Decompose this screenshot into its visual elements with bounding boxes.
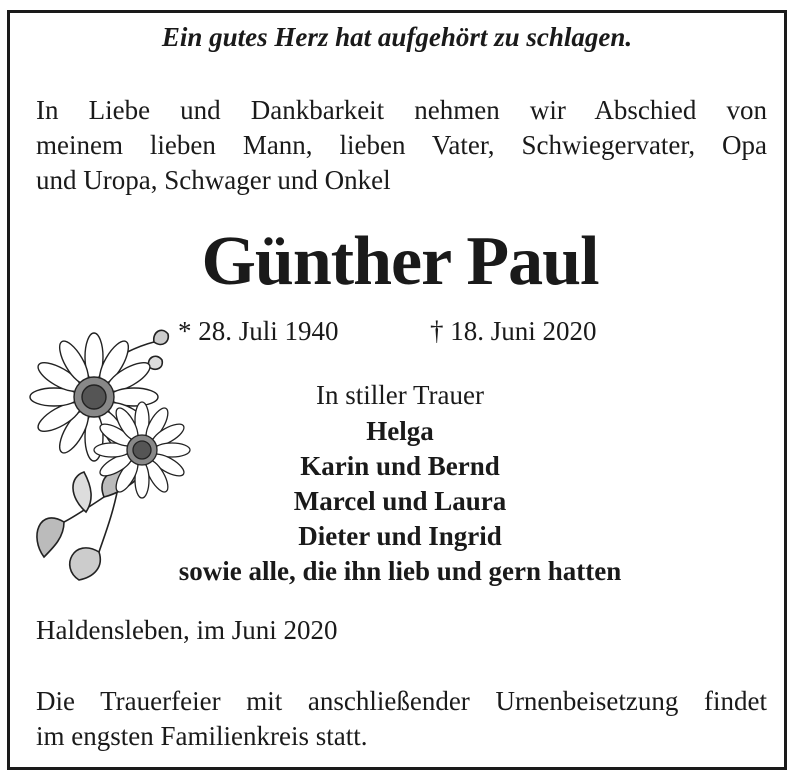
mourner-name: Marcel und Laura (293, 486, 507, 516)
intro-line: meinem lieben Mann, lieben Vater, Schwiegervater, Opa (36, 130, 767, 160)
mourner-name: sowie alle, die ihn lieb und gern hatten (178, 556, 622, 586)
intro-text (36, 93, 767, 198)
deceased-name: Günther Paul (201, 223, 599, 300)
service-line: Die Trauerfeier mit anschließender Urnenbeisetzung findet (36, 686, 767, 716)
intro-line: und Uropa, Schwager und Onkel (36, 165, 391, 195)
service-text (36, 684, 767, 754)
intro-line: In Liebe und Dankbarkeit nehmen wir Abschied von (36, 95, 767, 125)
mourner-name: Karin und Bernd (300, 451, 500, 481)
mourner-name: Dieter und Ingrid (298, 521, 502, 551)
service-line: im engsten Familienkreis statt. (36, 721, 368, 751)
mourning-heading: In stiller Trauer (316, 380, 484, 410)
birth-date: * 28. Juli 1940 (178, 316, 339, 346)
death-date: † 18. Juni 2020 (430, 316, 597, 346)
mourner-name: Helga (366, 416, 434, 446)
place-date: Haldensleben, im Juni 2020 (36, 615, 338, 645)
motto: Ein gutes Herz hat aufgehört zu schlagen. (161, 22, 633, 52)
